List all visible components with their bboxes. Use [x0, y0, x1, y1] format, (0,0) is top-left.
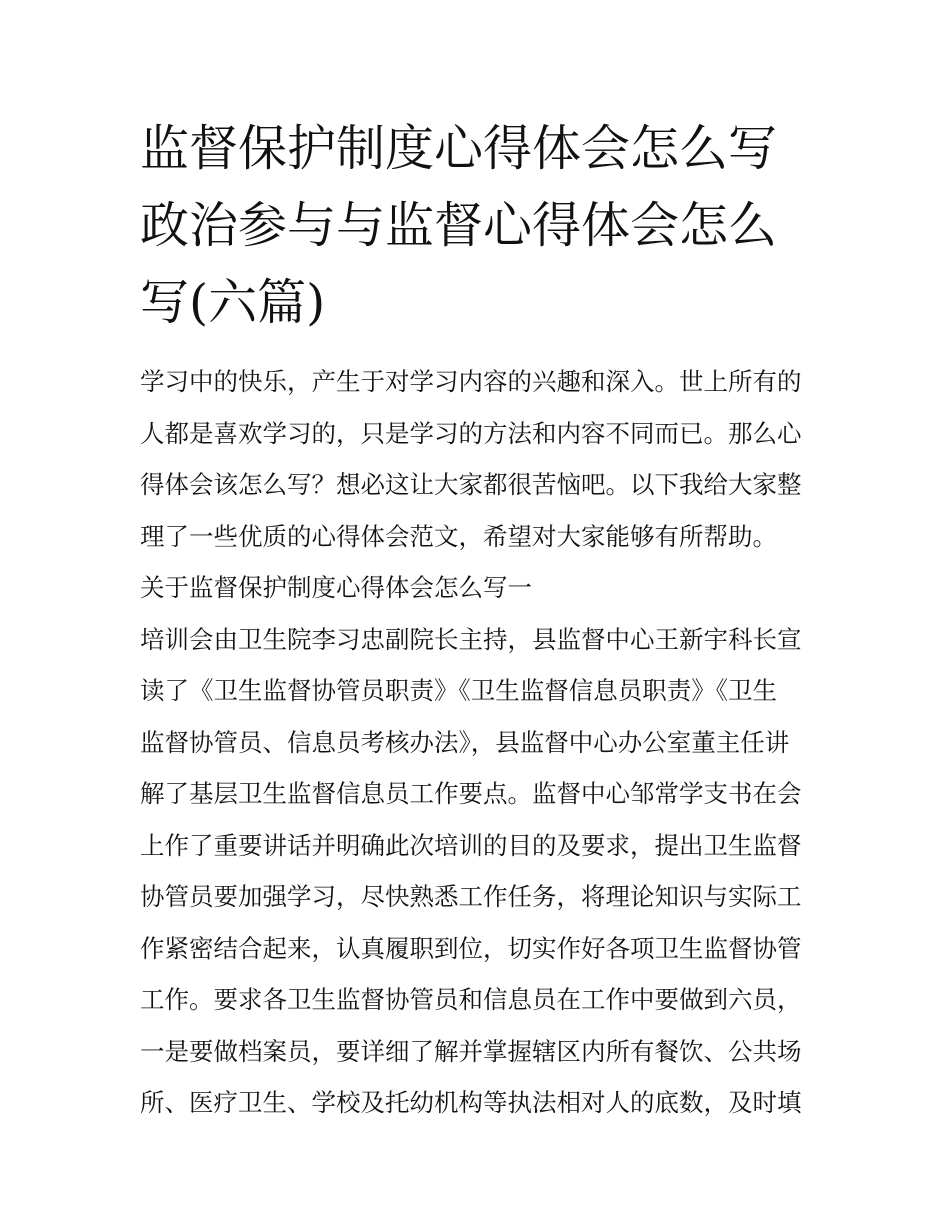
body-line: 学习中的快乐，产生于对学习内容的兴趣和深入。世上所有的: [140, 367, 802, 396]
body-line: 培训会由卫生院李习忠副院长主持，县监督中心王新宇科长宣: [140, 624, 802, 654]
body-line: 解了基层卫生监督信息员工作要点。监督中心邹常学支书在会: [140, 779, 802, 808]
document-body: [140, 356, 820, 1129]
body-line: 所、医疗卫生、学校及托幼机构等执法相对人的底数，及时填: [140, 1088, 802, 1117]
body-line: 上作了重要讲话并明确此次培训的目的及要求，提出卫生监督: [140, 830, 802, 860]
body-line: 作紧密结合起来，认真履职到位，切实作好各项卫生监督协管: [140, 933, 802, 963]
title-line: 写(六篇): [140, 274, 326, 331]
body-line: 监督协管员、信息员考核办法》，县监督中心办公室董主任讲: [140, 727, 790, 757]
body-line: 协管员要加强学习，尽快熟悉工作任务，将理论知识与实际工: [140, 882, 802, 911]
document-title: [140, 110, 820, 341]
title-line: 监督保护制度心得体会怎么写: [140, 120, 778, 177]
body-line: 人都是喜欢学习的，只是学习的方法和内容不同而已。那么心: [140, 418, 802, 448]
title-line: 政治参与与监督心得体会怎么: [140, 197, 778, 254]
body-line: 工作。要求各卫生监督协管员和信息员在工作中要做到六员，: [140, 985, 802, 1014]
body-line: 一是要做档案员，要详细了解并掌握辖区内所有餐饮、公共场: [140, 1036, 802, 1066]
section-heading: 关于监督保护制度心得体会怎么写一: [140, 573, 532, 602]
body-line: 读了《卫生监督协管员职责》《卫生监督信息员职责》《卫生: [140, 676, 777, 705]
body-line: 理了一些优质的心得体会范文，希望对大家能够有所帮助。: [140, 521, 777, 551]
body-line: 得体会该怎么写？想必这让大家都很苦恼吧。以下我给大家整: [140, 470, 802, 499]
